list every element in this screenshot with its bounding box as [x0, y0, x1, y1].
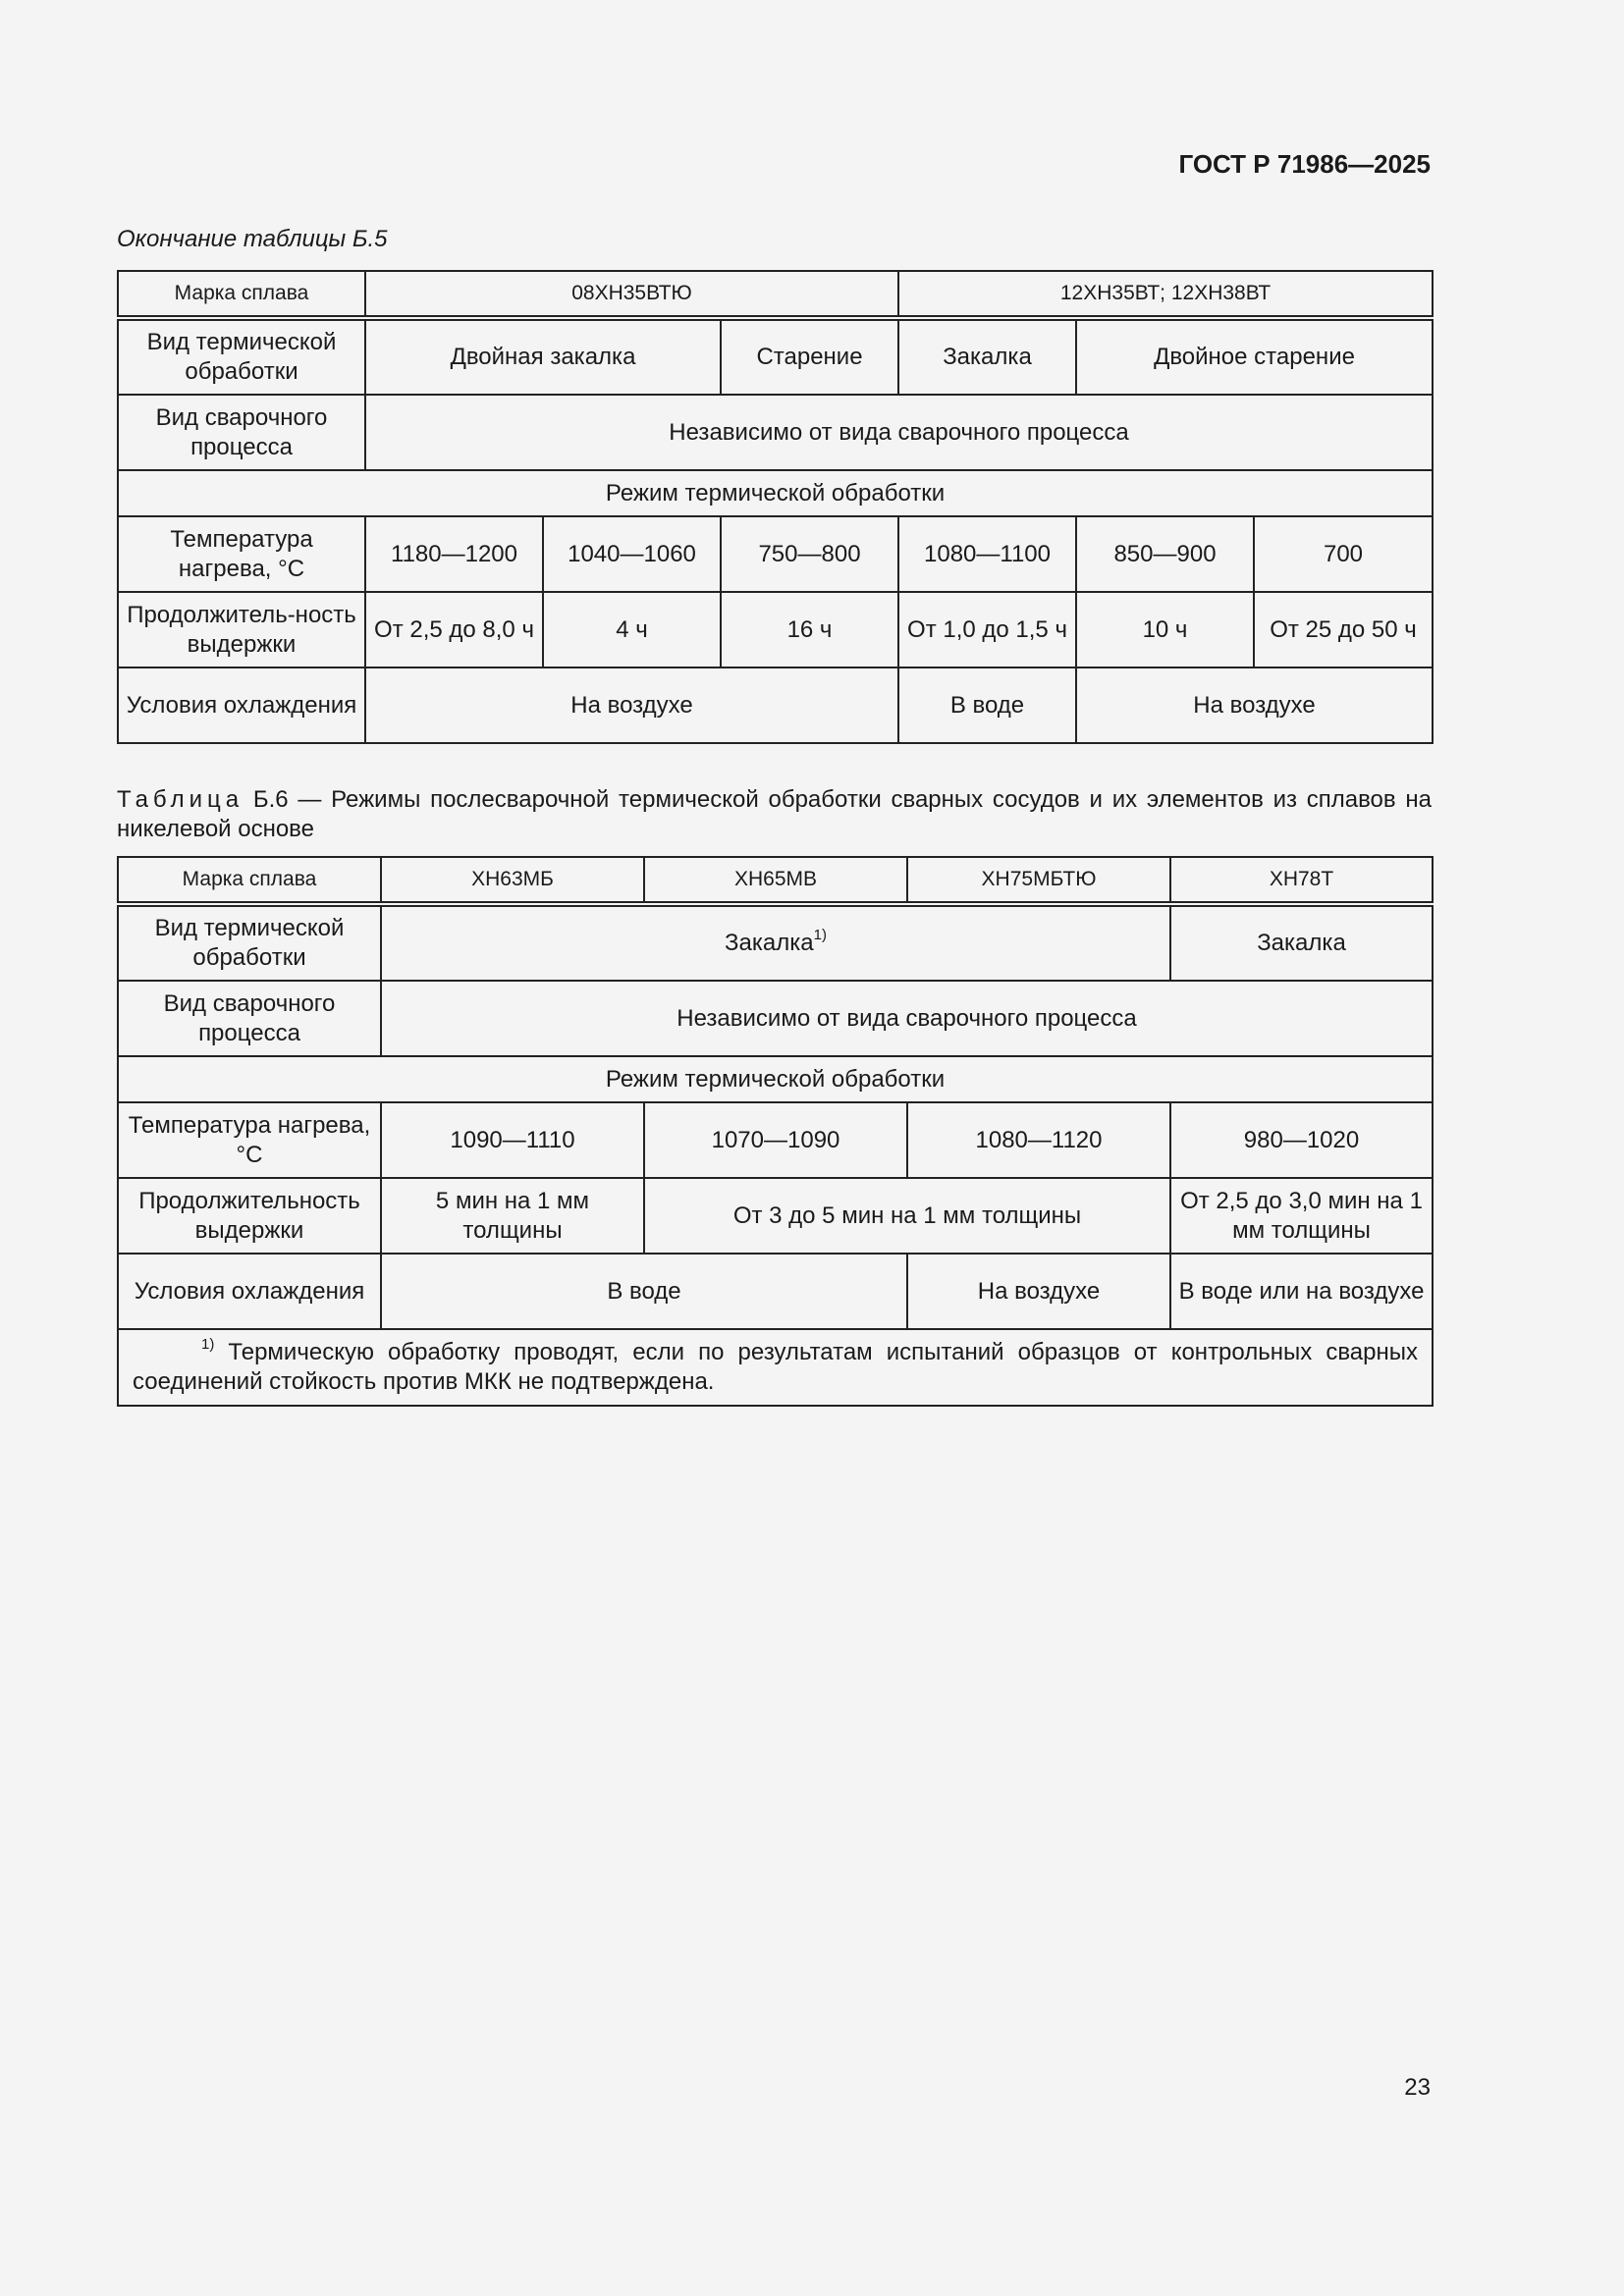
row-label: Вид термической обработки — [118, 904, 381, 981]
table-cell: 1180—1200 — [365, 516, 543, 592]
footnote-text: Термическую обработку проводят, если по результатам испытаний образцов от контрольных сварных соединений стойкость против МКК не подтверждена. — [133, 1339, 1418, 1395]
section-heading: Режим термической обработки — [118, 1056, 1433, 1102]
table-row — [118, 1102, 1433, 1178]
cell-text: Закалка — [725, 930, 814, 956]
table-cell: 10 ч — [1076, 592, 1254, 667]
table-b5 — [117, 270, 1434, 744]
table-row — [118, 395, 1433, 470]
table-cell: Старение — [721, 318, 898, 395]
header-cell: 12ХН35ВТ; 12ХН38ВТ — [898, 271, 1433, 318]
table-cell: 850—900 — [1076, 516, 1254, 592]
table-row — [118, 516, 1433, 592]
table-title-text: Б.6 — Режимы послесварочной термической обработки сварных сосудов и их элементов из сплавов на никелевой основе — [117, 786, 1432, 842]
section-heading: Режим термической обработки — [118, 470, 1433, 516]
table-cell: На воздухе — [907, 1254, 1170, 1329]
table-cell: 750—800 — [721, 516, 898, 592]
table-b6-title — [117, 785, 1432, 844]
table-cell: 16 ч — [721, 592, 898, 667]
table-row — [118, 318, 1433, 395]
header-cell: ХН63МБ — [381, 857, 644, 904]
table-b6 — [117, 856, 1434, 1407]
header-cell: ХН78Т — [1170, 857, 1433, 904]
table-cell: От 25 до 50 ч — [1254, 592, 1433, 667]
table-cell: На воздухе — [1076, 667, 1433, 743]
table-cell: Независимо от вида сварочного процесса — [381, 981, 1433, 1056]
table-row — [118, 470, 1433, 516]
row-label: Вид сварочного процесса — [118, 981, 381, 1056]
table-cell: Двойная закалка — [365, 318, 721, 395]
table-cell: 1070—1090 — [644, 1102, 907, 1178]
footnote — [118, 1329, 1433, 1406]
header-cell: 08ХН35ВТЮ — [365, 271, 898, 318]
header-cell: ХН75МБТЮ — [907, 857, 1170, 904]
table-cell: 700 — [1254, 516, 1433, 592]
table-row — [118, 592, 1433, 667]
standard-designation: ГОСТ Р 71986—2025 — [1178, 149, 1431, 179]
row-label: Температура нагрева, °C — [118, 516, 365, 592]
table-cell: 1080—1100 — [898, 516, 1076, 592]
row-label: Вид термической обработки — [118, 318, 365, 395]
table-row — [118, 981, 1433, 1056]
table-row — [118, 857, 1433, 904]
table-cell: Двойное старение — [1076, 318, 1433, 395]
table-cell: 1080—1120 — [907, 1102, 1170, 1178]
table-row — [118, 904, 1433, 981]
table-cell: 4 ч — [543, 592, 721, 667]
row-label: Продолжитель-ность выдержки — [118, 592, 365, 667]
table-cell: 5 мин на 1 мм толщины — [381, 1178, 644, 1254]
table-cell: От 2,5 до 8,0 ч — [365, 592, 543, 667]
page-number: 23 — [1404, 2074, 1431, 2101]
table-cell: В воде — [898, 667, 1076, 743]
table-cell — [381, 904, 1170, 981]
row-label: Вид сварочного процесса — [118, 395, 365, 470]
table-word: Таблица — [117, 786, 244, 813]
row-label: Условия охлаждения — [118, 1254, 381, 1329]
table-cell: 1040—1060 — [543, 516, 721, 592]
table-cell: В воде или на воздухе — [1170, 1254, 1433, 1329]
table-cell: От 2,5 до 3,0 мин на 1 мм толщины — [1170, 1178, 1433, 1254]
header-cell: ХН65МВ — [644, 857, 907, 904]
header-cell: Марка сплава — [118, 271, 365, 318]
table-cell: Независимо от вида сварочного процесса — [365, 395, 1433, 470]
table-row — [118, 271, 1433, 318]
table-row — [118, 1056, 1433, 1102]
table-cell: Закалка — [898, 318, 1076, 395]
table-row — [118, 1178, 1433, 1254]
table-cell: В воде — [381, 1254, 907, 1329]
table-cell: 980—1020 — [1170, 1102, 1433, 1178]
row-label: Условия охлаждения — [118, 667, 365, 743]
table-cell: Закалка — [1170, 904, 1433, 981]
table-row — [118, 1329, 1433, 1406]
table-cell: От 1,0 до 1,5 ч — [898, 592, 1076, 667]
header-cell: Марка сплава — [118, 857, 381, 904]
table-row — [118, 667, 1433, 743]
footnote-ref: 1) — [813, 927, 827, 943]
table-cell: На воздухе — [365, 667, 898, 743]
footnote-mark: 1) — [201, 1336, 215, 1353]
table-cell: От 3 до 5 мин на 1 мм толщины — [644, 1178, 1170, 1254]
row-label: Температура нагрева, °C — [118, 1102, 381, 1178]
table-cell: 1090—1110 — [381, 1102, 644, 1178]
row-label: Продолжительность выдержки — [118, 1178, 381, 1254]
table-row — [118, 1254, 1433, 1329]
table-continuation-caption: Окончание таблицы Б.5 — [117, 226, 388, 252]
